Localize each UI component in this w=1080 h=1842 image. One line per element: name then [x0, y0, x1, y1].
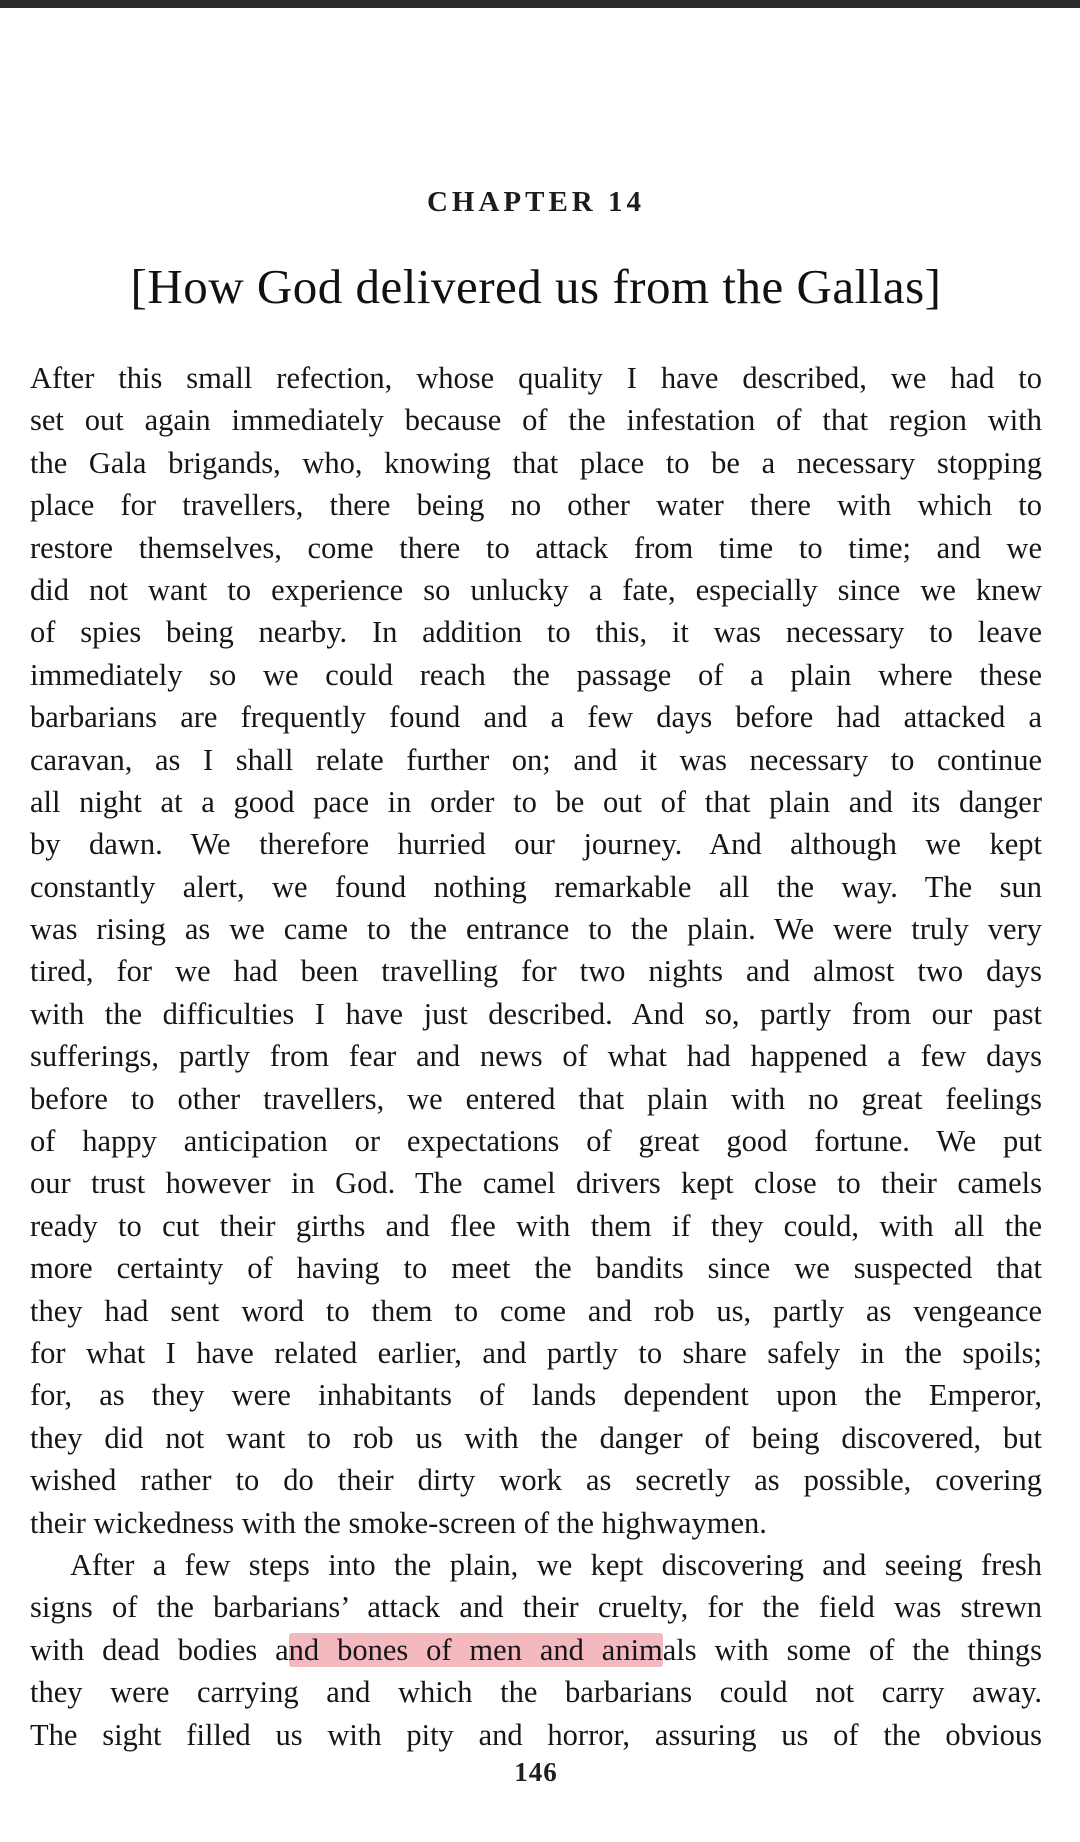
- text-line-highlighted: [30, 1629, 1042, 1671]
- text-segment: with dead bodies a: [30, 1632, 289, 1667]
- text-line: wished rather to do their dirty work as secretly as possible, covering: [30, 1463, 1042, 1498]
- book-page: [30, 0, 1042, 1842]
- text-line: more certainty of having to meet the bandits since we suspected that: [30, 1251, 1042, 1286]
- text-line: was rising as we came to the entrance to the plain. We were truly very: [30, 912, 1042, 947]
- text-line: they had sent word to them to come and rob us, partly as vengeance: [30, 1293, 1042, 1328]
- paragraph-1: [30, 357, 1042, 1544]
- text-line: with the difficulties I have just described. And so, partly from our past: [30, 996, 1042, 1031]
- text-line: all night at a good pace in order to be out of that plain and its danger: [30, 784, 1042, 819]
- text-line: the Gala brigands, who, knowing that place to be a necessary stopping: [30, 445, 1042, 480]
- text-line: caravan, as I shall relate further on; and it was necessary to continue: [30, 742, 1042, 777]
- text-line: of spies being nearby. In addition to this, it was necessary to leave: [30, 615, 1042, 650]
- text-line: place for travellers, there being no other water there with which to: [30, 488, 1042, 523]
- text-line: for, as they were inhabitants of lands dependent upon the Emperor,: [30, 1378, 1042, 1413]
- paragraph-2: [30, 1544, 1042, 1756]
- text-line: immediately so we could reach the passage of a plain where these: [30, 657, 1042, 692]
- text-line: barbarians are frequently found and a few days before had attacked a: [30, 700, 1042, 735]
- text-line: sufferings, partly from fear and news of what had happened a few days: [30, 1039, 1042, 1074]
- text-line: set out again immediately because of the infestation of that region with: [30, 403, 1042, 438]
- text-line: tired, for we had been travelling for two nights and almost two days: [30, 954, 1042, 989]
- text-line: signs of the barbarians’ attack and their cruelty, for the field was strewn: [30, 1590, 1042, 1625]
- text-line: for what I have related earlier, and partly to share safely in the spoils;: [30, 1335, 1042, 1370]
- text-line: before to other travellers, we entered that plain with no great feelings: [30, 1081, 1042, 1116]
- highlighted-text[interactable]: nd bones of men and anim: [288, 1632, 663, 1667]
- page-number: 146: [514, 1757, 558, 1787]
- text-line: of happy anticipation or expectations of great good fortune. We put: [30, 1124, 1042, 1159]
- text-line: by dawn. We therefore hurried our journey. And although we kept: [30, 827, 1042, 862]
- chapter-title: [How God delivered us from the Gallas]: [130, 259, 942, 314]
- text-segment: als with some of the things: [662, 1632, 1042, 1667]
- text-line: restore themselves, come there to attack from time to time; and we: [30, 530, 1042, 565]
- text-line: they did not want to rob us with the danger of being discovered, but: [30, 1420, 1042, 1455]
- chapter-label: CHAPTER 14: [426, 186, 646, 218]
- text-line: After this small refection, whose quality I have described, we had to: [30, 361, 1042, 395]
- text-line: constantly alert, we found nothing remarkable all the way. The sun: [30, 869, 1042, 904]
- text-line: ready to cut their girths and flee with them if they could, with all the: [30, 1208, 1042, 1243]
- body-text[interactable]: [30, 357, 1042, 1756]
- text-line: our trust however in God. The camel drivers kept close to their camels: [30, 1166, 1042, 1201]
- text-line: After a few steps into the plain, we kept discovering and seeing fresh: [70, 1547, 1042, 1582]
- text-line: did not want to experience so unlucky a fate, especially since we knew: [30, 572, 1042, 607]
- text-line: their wickedness with the smoke-screen of the highwaymen.: [30, 1505, 767, 1540]
- text-line: they were carrying and which the barbarians could not carry away.: [30, 1675, 1042, 1710]
- text-line: The sight filled us with pity and horror, assuring us of the obvious: [30, 1717, 1042, 1752]
